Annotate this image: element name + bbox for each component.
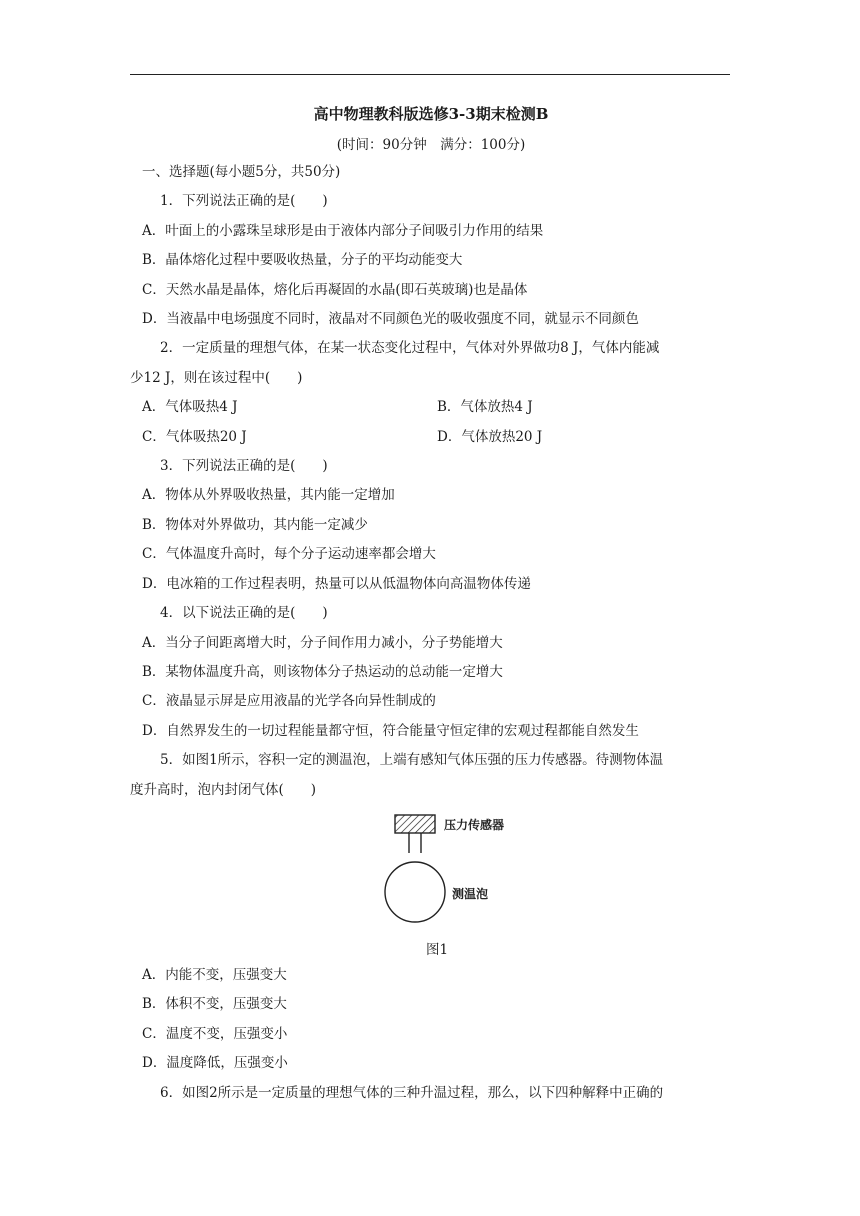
question-1-option-c: C．天然水晶是晶体，熔化后再凝固的水晶(即石英玻璃)也是晶体 bbox=[142, 281, 528, 298]
thermometer-bulb bbox=[385, 862, 445, 922]
pressure-sensor-block bbox=[395, 815, 435, 833]
question-1-option-b: B．晶体熔化过程中要吸收热量，分子的平均动能变大 bbox=[142, 252, 463, 269]
exam-subtitle: (时间：90分钟 满分：100分) bbox=[336, 137, 526, 153]
question-5-option-d: D．温度降低，压强变小 bbox=[142, 1055, 288, 1072]
header-rule bbox=[130, 74, 730, 75]
question-2-option-c: C．气体吸热20 J bbox=[142, 428, 247, 445]
question-5-option-c: C．温度不变，压强变小 bbox=[142, 1025, 288, 1042]
question-4-option-b: B．某物体温度升高，则该物体分子热运动的总动能一定增大 bbox=[142, 663, 503, 680]
question-5-stem-line2: 度升高时，泡内封闭气体( ) bbox=[130, 781, 317, 798]
sensor-label: 压力传感器 bbox=[444, 817, 505, 832]
figure-1 bbox=[142, 811, 732, 939]
question-4-option-d: D．自然界发生的一切过程能量都守恒，符合能量守恒定律的宏观过程都能自然发生 bbox=[142, 722, 639, 739]
question-3-option-b: B．物体对外界做功，其内能一定减少 bbox=[142, 516, 368, 533]
question-2-option-d: D．气体放热20 J bbox=[437, 428, 543, 445]
question-1-stem: 1．下列说法正确的是( ) bbox=[160, 193, 328, 210]
question-6-stem-line1: 6．如图2所示是一定质量的理想气体的三种升温过程，那么，以下四种解释中正确的 bbox=[160, 1084, 664, 1101]
question-3-option-d: D．电冰箱的工作过程表明，热量可以从低温物体向高温物体传递 bbox=[142, 575, 531, 592]
question-4-stem: 4．以下说法正确的是( ) bbox=[160, 605, 328, 622]
question-3-option-c: C．气体温度升高时，每个分子运动速率都会增大 bbox=[142, 546, 436, 563]
section-heading: 一、选择题(每小题5分，共50分) bbox=[142, 164, 341, 180]
question-3-stem: 3．下列说法正确的是( ) bbox=[160, 458, 328, 475]
question-2-option-b: B．气体放热4 J bbox=[437, 399, 533, 416]
question-5-option-a: A．内能不变，压强变大 bbox=[142, 966, 287, 983]
question-3-option-a: A．物体从外界吸收热量，其内能一定增加 bbox=[142, 487, 395, 504]
question-5-stem-line1: 5．如图1所示，容积一定的测温泡，上端有感知气体压强的压力传感器。待测物体温 bbox=[160, 752, 664, 769]
question-2-stem-line1: 2．一定质量的理想气体，在某一状态变化过程中，气体对外界做功8 J，气体内能减 bbox=[160, 340, 660, 357]
question-4-option-c: C．液晶显示屏是应用液晶的光学各向异性制成的 bbox=[142, 693, 436, 710]
exam-title: 高中物理教科版选修3-3期末检测B bbox=[313, 105, 549, 123]
question-5-option-b: B．体积不变，压强变大 bbox=[142, 996, 287, 1013]
question-1-option-a: A．叶面上的小露珠呈球形是由于液体内部分子间吸引力作用的结果 bbox=[142, 222, 544, 239]
question-1-option-d: D．当液晶中电场强度不同时，液晶对不同颜色光的吸收强度不同，就显示不同颜色 bbox=[142, 311, 639, 328]
question-2-option-a: A．气体吸热4 J bbox=[142, 399, 238, 416]
question-2-options-row2 bbox=[142, 423, 732, 452]
bulb-label: 测温泡 bbox=[452, 886, 489, 901]
question-2-stem-line2: 少12 J，则在该过程中( ) bbox=[130, 369, 303, 386]
thermometer-bulb-diagram bbox=[380, 811, 540, 933]
question-4-option-a: A．当分子间距离增大时，分子间作用力减小，分子势能增大 bbox=[142, 634, 503, 651]
question-2-options-row1 bbox=[142, 393, 732, 422]
figure-1-caption: 图1 bbox=[425, 941, 449, 958]
exam-page bbox=[130, 96, 732, 1108]
